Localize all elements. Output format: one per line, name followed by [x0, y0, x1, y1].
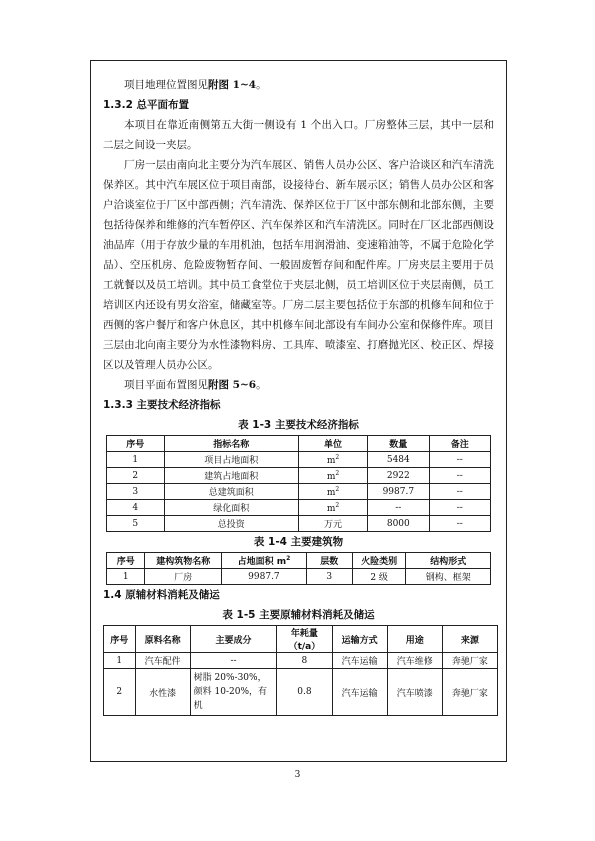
heading-1-3-3: 1.3.3 主要技术经济指标: [103, 399, 221, 411]
table-1-4-caption: 表 1-4 主要建筑物: [253, 536, 344, 548]
table-1-3-caption: 表 1-3 主要技术经济指标: [238, 419, 359, 431]
table-row: 1 项目占地面积 $m^2$ 5484 --: [107, 452, 491, 468]
table-header-row: 序号 指标名称 单位 数量 备注: [107, 436, 491, 452]
paragraph-layout: 厂房一层由南向北主要分为汽车展区、销售人员办公区、客户洽谈区和汽车清洗保养区。其中汽车展区位于项目南部，设接待台、新车展示区；销售人员办公区和客户洽谈室位于厂区中部西侧；汽车清洗、保养区位于厂区中部东侧和北部东侧，主要包括待保养和维修的汽车暂停区、汽车保养区和汽车清洗区。同时在厂区北部西侧设油品库（用于存放少量的车用机油，包括车用润滑油、变速箱油等，不属于危险化学品）、空压机房、危险废物暂存间、一般固废暂存间和配件库。厂房夹层主要用于员工就餐以及员工培训。其中员工食堂位于夹层北侧，员工培训区位于夹层南侧，员工培训区内还设有男女浴室，储藏室等。厂房二层主要包括位于东部的机修车间和位于西侧的客户餐厅和客户休息区，其中机修车间北部设有车间办公室和保修件库。项目三层由北向南主要分为水性漆物料房、工具库、喷漆室、打磨抛光区、校正区、焊接区以及管理人员办公区。: [103, 159, 494, 371]
table-header-row: 序号 原料名称 主要成分 年耗量（t/a） 运输方式 用途 来源: [104, 626, 498, 653]
table-1-5-caption: 表 1-5 主要原辅材料消耗及储运: [222, 609, 375, 621]
figure-ref: 附图 1~4: [208, 79, 257, 91]
document-content: [91, 61, 506, 716]
table-1-3: [106, 435, 491, 532]
heading-1-4: 1.4 原辅材料消耗及储运: [103, 589, 220, 601]
table-row: 5 总投资 万元 8000 --: [107, 516, 491, 532]
paragraph-plan-ref: 项目平面布置图见附图 5~6。: [124, 379, 267, 391]
table-row: 1 汽车配件 -- 8 汽车运输 汽车维修 奔驰厂家: [104, 653, 498, 669]
intro-paragraph: 项目地理位置图见附图 1~4。: [124, 79, 267, 91]
figure-ref: 附图 5~6: [208, 379, 257, 391]
table-header-row: 序号 建构筑物名称 占地面积 $m^2$ 层数 火险类别 结构形式: [107, 553, 491, 569]
table-1-5: [103, 625, 498, 716]
table-row: 3 总建筑面积 $m^2$ 9987.7 --: [107, 484, 491, 500]
heading-1-3-2: 1.3.2 总平面布置: [103, 99, 190, 111]
table-row: 2 建筑占地面积 $m^2$ 2922 --: [107, 468, 491, 484]
table-1-4: [106, 552, 491, 585]
page-number: 3: [294, 770, 301, 780]
table-row: 4 绿化面积 $m^2$ -- --: [107, 500, 491, 516]
table-row: 1 厂房 9987.7 3 2 级 钢构、框架: [107, 569, 491, 585]
paragraph-entrance: 本项目在靠近南侧第五大街一侧设有 1 个出入口。厂房整体三层，其中一层和二层之间设一夹层。: [103, 119, 494, 151]
document-frame: [90, 60, 507, 762]
table-row: 2 水性漆 树脂 20%-30%，颜料 10-20%，有机 0.8 汽车运输 汽车喷漆 奔驰厂家: [104, 669, 498, 716]
